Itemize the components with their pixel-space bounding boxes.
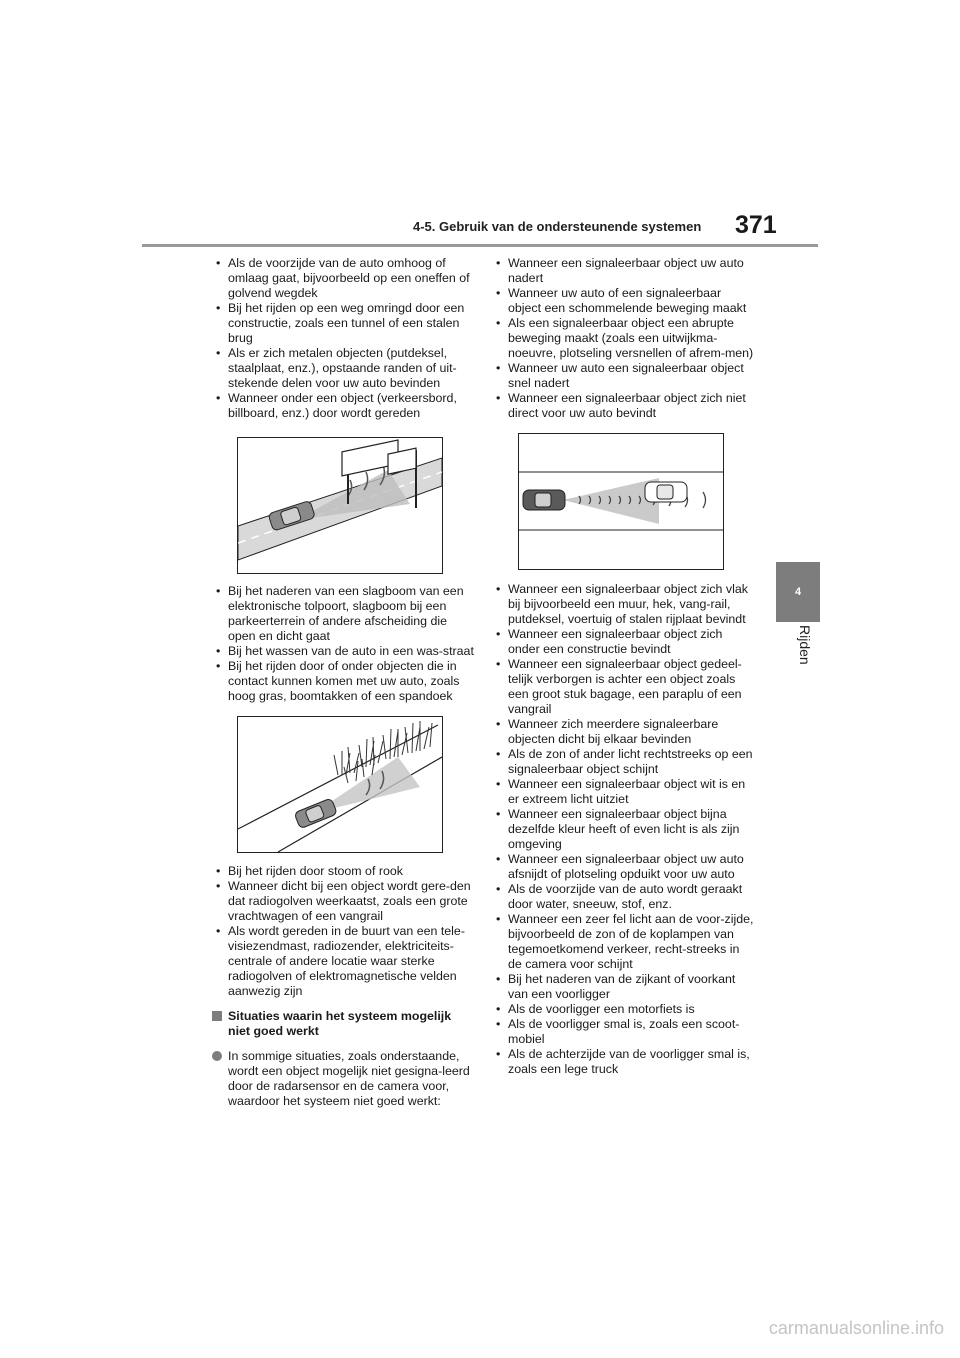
list-item: • Wanneer zich meerdere signaleerbare objecten dicht bij elkaar bevinden	[492, 717, 754, 747]
list-item: • Wanneer uw auto een signaleerbaar object snel nadert	[492, 361, 754, 391]
list-item: • Wanneer een signaleerbaar object uw auto afsnijdt of plotseling opduikt voor uw auto	[492, 852, 754, 882]
list-item: • Als de achterzijde van de voorligger smal is, zoals een lege truck	[492, 1047, 754, 1077]
watermark: carmanualsonline.info	[768, 1318, 944, 1338]
chapter-tab[interactable]	[776, 562, 820, 622]
bullet-list-left-a	[212, 256, 474, 421]
list-item: • Bij het rijden op een weg omringd door een constructie, zoals een tunnel of een stalen brug	[212, 301, 474, 346]
list-item: • Wanneer een signaleerbaar object zich vlak bij bijvoorbeeld een muur, hek, vang-rail, putdeksel, voertuig of stalen rijplaat bevindt	[492, 582, 754, 627]
list-item: • Als er zich metalen objecten (putdeksel, staalplaat, enz.), opstaande randen of uit-stekende delen voor uw auto bevinden	[212, 346, 474, 391]
list-item: • Wanneer een signaleerbaar object bijna dezelfde kleur heeft of even licht is als zijn omgeving	[492, 807, 754, 852]
list-item: • Wanneer een signaleerbaar object zich niet direct voor uw auto bevindt	[492, 391, 754, 421]
list-item: • Als de voorzijde van de auto omhoog of omlaag gaat, bijvoorbeeld op een oneffen of golvend wegdek	[212, 256, 474, 301]
list-item: • Als een signaleerbaar object een abrupte beweging maakt (zoals een uitwijkma-noeuvre, plotseling versnellen of afrem-men)	[492, 316, 754, 361]
illustration-offset-vehicle	[518, 433, 724, 570]
right-column	[492, 256, 754, 1077]
section-heading-text: Situaties waarin het systeem mogelijk niet goed werkt	[228, 1009, 452, 1038]
list-item: • Als de voorligger een motorfiets is	[492, 1002, 754, 1017]
list-item: • Als de voorligger smal is, zoals een scoot-mobiel	[492, 1017, 754, 1047]
page-number: 371	[735, 211, 777, 239]
list-item: • Bij het naderen van een slagboom van een elektronische tolpoort, slagboom bij een parkeerterrein of andere afscheiding die open en dicht gaat	[212, 584, 474, 644]
list-item: • Bij het rijden door stoom of rook	[212, 864, 474, 879]
illustration-overhead-sign	[237, 437, 443, 574]
list-item: • Bij het naderen van de zijkant of voorkant van een voorligger	[492, 972, 754, 1002]
chapter-label: Rijden	[797, 625, 813, 665]
bullet-list-left-b	[212, 584, 474, 704]
section-heading	[212, 1009, 474, 1039]
list-item: • Wanneer een zeer fel licht aan de voor-zijde, bijvoorbeeld de zon of de koplampen van tegemoetkomend verkeer, recht-streeks in de camera voor schijnt	[492, 912, 754, 972]
list-item: • Als wordt gereden in de buurt van een tele-visiezendmast, radiozender, elektriciteits-centrale of andere locatie waar sterke radiogolven of elektromagnetische velden aanwezig zijn	[212, 924, 474, 999]
square-bullet-icon	[212, 1011, 222, 1021]
section-note-text: In sommige situaties, zoals onderstaande, wordt een object mogelijk niet gesigna-leerd door de radarsensor en de camera voor, waardoor het systeem niet goed werkt:	[228, 1049, 470, 1108]
list-item: • Wanneer een signaleerbaar object zich onder een constructie bevindt	[492, 627, 754, 657]
header-divider	[142, 244, 818, 247]
section-title: 4-5. Gebruik van de ondersteunende systemen	[413, 219, 702, 234]
left-column	[212, 256, 474, 1109]
list-item: • Wanneer een signaleerbaar object uw auto nadert	[492, 256, 754, 286]
circle-bullet-icon	[212, 1051, 222, 1061]
chapter-number: 4	[794, 586, 802, 598]
bullet-list-left-c	[212, 864, 474, 999]
list-item: • Bij het rijden door of onder objecten die in contact kunnen komen met uw auto, zoals hoog gras, boomtakken of een spandoek	[212, 659, 474, 704]
list-item: • Wanneer onder een object (verkeersbord, billboard, enz.) door wordt gereden	[212, 391, 474, 421]
list-item: • Als de zon of ander licht rechtstreeks op een signaleerbaar object schijnt	[492, 747, 754, 777]
list-item: • Wanneer een signaleerbaar object gedeel-telijk verborgen is achter een object zoals een groot stuk bagage, een paraplu of een vangrail	[492, 657, 754, 717]
list-item: • Wanneer uw auto of een signaleerbaar object een schommelende beweging maakt	[492, 286, 754, 316]
illustration-tall-grass	[237, 716, 443, 853]
list-item: • Wanneer een signaleerbaar object wit is en er extreem licht uitziet	[492, 777, 754, 807]
bullet-list-right-a	[492, 256, 754, 421]
list-item: • Wanneer dicht bij een object wordt gere-den dat radiogolven weerkaatst, zoals een grote vrachtwagen of een vangrail	[212, 879, 474, 924]
bullet-list-right-b	[492, 582, 754, 1077]
section-note	[212, 1049, 474, 1109]
list-item: • Als de voorzijde van de auto wordt geraakt door water, sneeuw, stof, enz.	[492, 882, 754, 912]
list-item: • Bij het wassen van de auto in een was-straat	[212, 644, 474, 659]
